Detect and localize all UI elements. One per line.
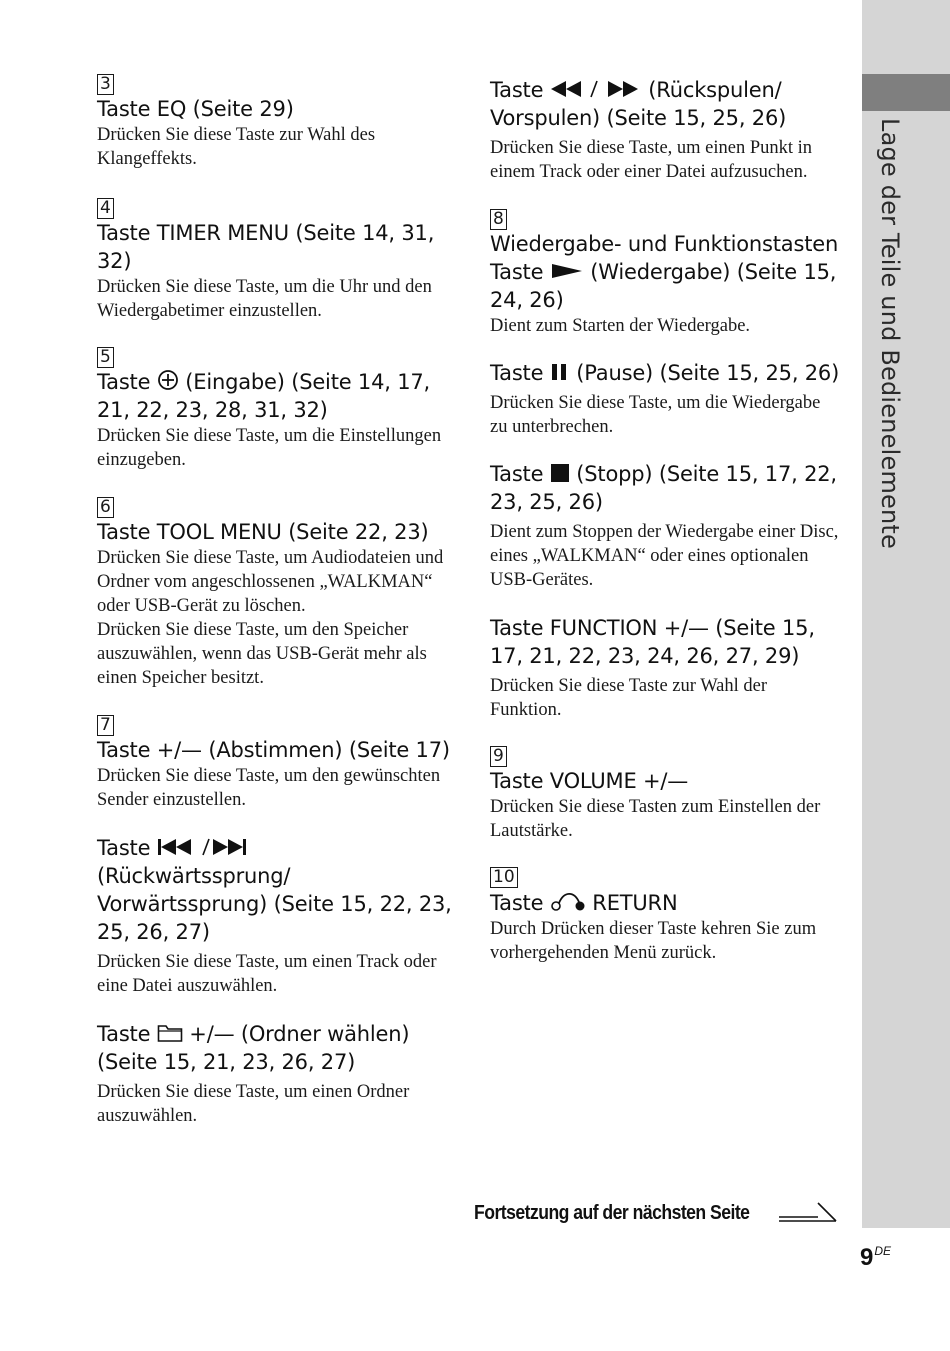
item-description: Drücken Sie diese Taste, um einen Ordner auszuwählen.: [97, 1082, 410, 1126]
page-number: [860, 1244, 891, 1272]
continued-arrow-icon: [778, 1201, 838, 1223]
stop-entry: [490, 460, 842, 592]
item-7: [97, 715, 452, 812]
enter-icon: [157, 369, 179, 391]
item-heading: Taste EQ (Seite 29): [97, 97, 294, 121]
heading-text: +/— (Ordner wählen) (Seite 15, 21, 23, 26, 27): [97, 1022, 410, 1074]
item-number: 7: [97, 715, 114, 736]
item-heading: Taste +/— (Abstimmen) (Seite 17): [97, 738, 450, 762]
skip-back-forward-icon: [157, 837, 261, 857]
item-3: [97, 74, 452, 171]
item-6: [97, 497, 452, 690]
heading-prefix: Taste: [490, 260, 544, 284]
item-number: 4: [97, 198, 114, 219]
stop-icon: [550, 463, 570, 483]
play-icon: [550, 261, 584, 281]
item-description: Drücken Sie diese Taste, um einen Track oder eine Datei auszuwählen.: [97, 952, 437, 996]
heading-text: (Wiedergabe) (Seite 15, 24, 26): [490, 260, 837, 312]
item-description: Drücken Sie diese Taste zur Wahl des Klangeffekts.: [97, 125, 376, 169]
item-description: Drücken Sie diese Taste, um die Uhr und den Wiedergabetimer einzustellen.: [97, 277, 432, 321]
item-heading: Wiedergabe- und Funktionstasten: [490, 232, 839, 256]
play-entry: [490, 258, 842, 338]
seek-entry: [490, 76, 842, 184]
item-heading: Taste VOLUME +/—: [490, 769, 689, 793]
description-paragraph: Drücken Sie diese Taste, um Audiodateien und Ordner vom angeschlossenen „WALKMAN“ oder USB-Gerät zu löschen.: [97, 548, 444, 616]
item-heading: [490, 888, 842, 917]
heading-prefix: Taste: [490, 361, 544, 385]
item-description: Drücken Sie diese Tasten zum Einstellen der Lautstärke.: [490, 797, 821, 841]
item-number: 8: [490, 209, 507, 230]
pause-entry: [490, 359, 842, 439]
item-description: [97, 546, 452, 690]
heading-prefix: Taste: [97, 836, 151, 860]
section-title: Lage der Teile und Bedienelemente: [876, 118, 904, 550]
heading-text: RETURN: [592, 891, 678, 915]
item-number: 5: [97, 347, 114, 368]
item-description: Drücken Sie diese Taste, um einen Punkt in einem Track oder einer Datei aufzusuchen.: [490, 138, 813, 182]
skip-entry: [97, 834, 452, 998]
item-description: Dient zum Stoppen der Wiedergabe einer Disc, eines „WALKMAN“ oder eines optionalen USB-Gerätes.: [490, 522, 839, 590]
item-description: Dient zum Starten der Wiedergabe.: [490, 316, 751, 336]
item-heading: [97, 1020, 452, 1076]
heading-prefix: Taste: [490, 891, 544, 915]
heading-prefix: Taste: [490, 78, 544, 102]
folder-entry: [97, 1020, 452, 1128]
heading-text: (Stopp) (Seite 15, 17, 22, 23, 25, 26): [490, 462, 837, 514]
item-heading: [490, 359, 842, 387]
function-entry: [490, 614, 842, 722]
item-5: [97, 347, 452, 472]
heading-text: (Eingabe) (Seite 14, 17, 21, 22, 23, 28, 31, 32): [97, 370, 430, 422]
item-9: [490, 746, 842, 843]
right-column: [490, 70, 842, 965]
continued-note: Fortsetzung auf der nächsten Seite: [474, 1202, 750, 1224]
item-heading: Taste TIMER MENU (Seite 14, 31, 32): [97, 221, 435, 273]
item-description: Durch Drücken dieser Taste kehren Sie zum vorhergehenden Menü zurück.: [490, 919, 817, 963]
heading-prefix: Taste: [490, 462, 544, 486]
rewind-fast-forward-icon: [550, 79, 642, 99]
item-number: 6: [97, 497, 114, 518]
item-description: Drücken Sie diese Taste, um die Einstellungen einzugeben.: [97, 426, 442, 470]
item-description: Drücken Sie diese Taste, um den gewünschten Sender einzustellen.: [97, 766, 441, 810]
item-heading: [97, 368, 452, 424]
heading-prefix: Taste: [97, 370, 151, 394]
heading-text: (Rückspulen/ Vorspulen) (Seite 15, 25, 26): [490, 78, 787, 130]
page-language-code: DE: [874, 1244, 892, 1258]
left-column: [97, 70, 452, 1128]
item-8: [490, 209, 842, 258]
pause-icon: [550, 362, 570, 382]
folder-icon: [157, 1023, 183, 1043]
return-icon: [550, 888, 586, 912]
item-heading: Taste FUNCTION +/— (Seite 15, 17, 21, 22, 23, 24, 26, 27, 29): [490, 616, 815, 668]
item-10: [490, 867, 842, 965]
heading-prefix: Taste: [97, 1022, 151, 1046]
item-4: [97, 198, 452, 323]
item-heading: [490, 76, 842, 132]
item-number: 9: [490, 746, 507, 767]
page-number-value: 9: [860, 1244, 874, 1271]
item-number: 3: [97, 74, 114, 95]
description-paragraph: Drücken Sie diese Taste, um den Speicher auszuwählen, wenn das USB-Gerät mehr als einen Speicher besitzt.: [97, 620, 427, 688]
item-heading: Taste TOOL MENU (Seite 22, 23): [97, 520, 429, 544]
sidebar-tab-marker: [862, 74, 950, 111]
item-description: Drücken Sie diese Taste, um die Wiedergabe zu unterbrechen.: [490, 393, 821, 437]
heading-text: (Rückwärtssprung/ Vorwärtssprung) (Seite 15, 22, 23, 25, 26, 27): [97, 864, 452, 944]
item-description: Drücken Sie diese Taste zur Wahl der Funktion.: [490, 676, 768, 720]
item-heading: [97, 834, 452, 946]
item-number: 10: [490, 867, 518, 888]
item-heading: [490, 460, 842, 516]
heading-text: (Pause) (Seite 15, 25, 26): [576, 361, 840, 385]
item-heading: [490, 258, 842, 314]
